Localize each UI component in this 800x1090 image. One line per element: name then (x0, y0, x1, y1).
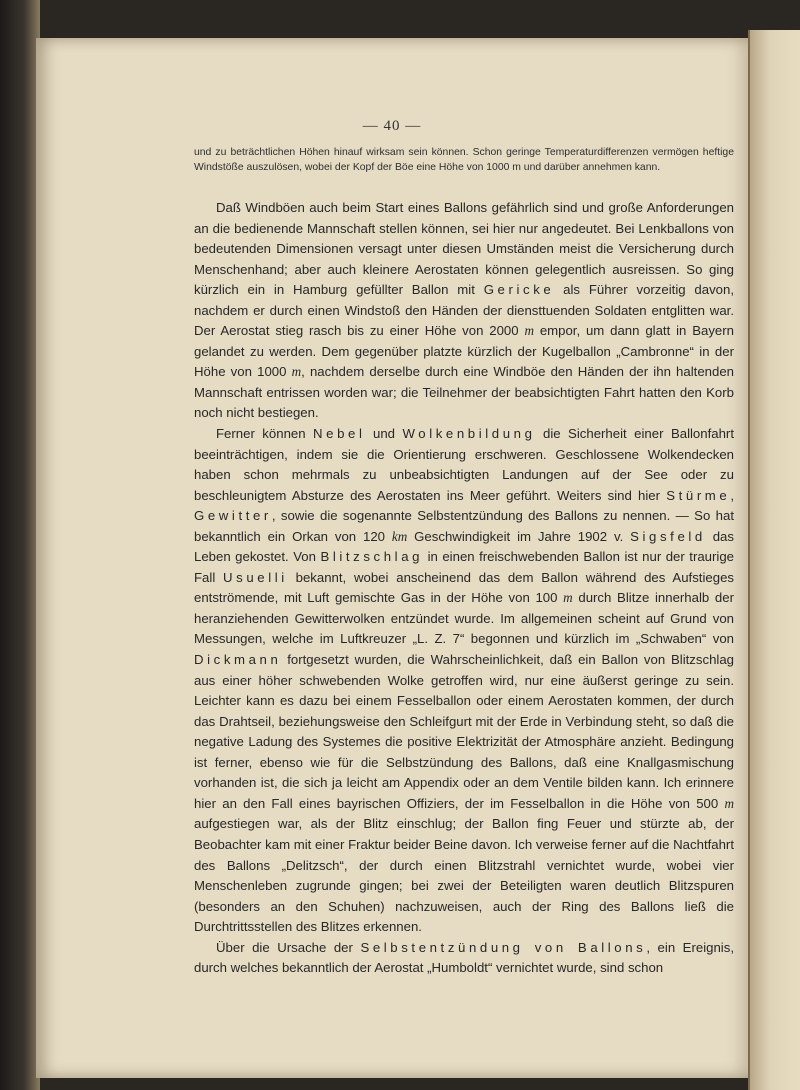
paragraph-3: Über die Ursache der Selbstentzündung von Ballons, ein Ereignis, durch welches bekanntlich der Aerostat „Humboldt“ vernichtet wurde, sind schon (194, 939, 734, 976)
adjacent-page-edge (748, 30, 800, 1090)
name-usuelli: Usuelli (223, 569, 288, 585)
book-page (36, 38, 748, 1078)
term-gewitter: Gewitter (194, 508, 272, 524)
name-dickmann: Dickmann (194, 652, 282, 668)
footnote: und zu beträchtlichen Höhen hinauf wirksam sein können. Schon geringe Temperaturdifferenzen vermögen heftige Windstöße auszulösen, wobei der Kopf der Böe eine Höhe von 1000 m und darüber annehmen kann. (194, 147, 734, 173)
page-number: — 40 — (362, 118, 422, 134)
term-wolkenbildung: Wolkenbildung (402, 426, 536, 442)
book-spine (0, 0, 40, 1090)
name-sigsfeld: Sigsfeld (630, 528, 706, 544)
body-text (194, 198, 734, 979)
paragraph-2: Ferner können Nebel und Wolkenbildung die Sicherheit einer Ballonfahrt beeinträchtigen, indem sie die Orientierung erschweren. Geschlossene Wolkendecken haben schon mehrmals zu unbeabsichtigten Landungen auf der See oder zu beschleunigtem Absturze des Aerostaten ins Meer geführt. Weiters sind hier Stürme, Gewitter, sowie die sogenannte Selbstentzündung des Ballons zu nennen. — So hat bekanntlich ein Orkan von 120 km Geschwindigkeit im Jahre 1902 v. Sigsfeld das Leben gekostet. Von Blitzschlag in einen freischwebenden Ballon ist nur der traurige Fall Usuelli bekannt, wobei anscheinend das dem Ballon während des Aufstieges entströmende, mit Luft gemischte Gas in der Höhe von 100 m durch Blitze innerhalb der heranziehenden Gewitterwolken entzündet wurde. Im allgemeinen scheint auf Grund von Messungen, welche im Luftkreuzer „L. Z. 7“ begonnen und kürzlich im „Schwaben“ von Dickmann fortgesetzt wurden, die Wahrscheinlichkeit, daß ein Ballon von Blitzschlag aus einer höher schwebenden Wolke getroffen wird, nur eine äußerst geringe zu sein. Leichter kann es dazu bei einem Fesselballon oder einem Aerostaten kommen, der durch das Drahtseil, beziehungsweise den Schleifgurt mit der Erde in Verbindung steht, so daß die negative Ladung des Systemes die positive Elektrizität der Atmosphäre anzieht. Bedingung ist ferner, ebenso wie für die Selbstzündung des Ballons, daß eine Knallgasmischung vorhanden ist, die sich ja leicht am Appendix oder an dem Ventile bilden kann. Ich erinnere hier an den Fall eines bayrischen Offiziers, der im Fesselballon in die Höhe von 500 m aufgestiegen war, als der Blitz einschlug; der Ballon fing Feuer und stürzte ab, der Beobachter kam mit einer Fraktur beider Beine davon. Ich verweise ferner auf die Nachtfahrt des Ballons „Delitzsch“, der durch einen Blitzstrahl vernichtet wurde, wobei vier Menschenleben zugrunde gingen; bei zwei der Beteiligten waren deutlich Blitzspuren (besonders an den Schuhen) nachzuweisen, auch der Ring des Ballons ließ die Durchtrittsstellen des Blitzes erkennen. (194, 426, 734, 935)
term-blitzschlag: Blitzschlag (320, 549, 424, 565)
term-selbstentzuendung: Selbstentzündung von Ballons (360, 939, 647, 955)
term-nebel: Nebel (313, 426, 366, 442)
paragraph-1: Daß Windböen auch beim Start eines Ballons gefährlich sind und große Anforderungen an die bedienende Mannschaft stellen können, sei hier nur angedeutet. Bei Lenkballons von bedeutenden Dimensionen versagt unter diesen Umständen meist die Versicherung durch Menschenhand; aber auch kleinere Aerostaten können gelegentlich ausreissen. So ging kürzlich ein in Hamburg gefüllter Ballon mit Gericke als Führer vorzeitig davon, nachdem er durch einen Windstoß den Händen der diensttuenden Soldaten entglitten war. Der Aerostat stieg rasch bis zu einer Höhe von 2000 m empor, um dann glatt in Bayern gelandet zu werden. Dem gegenüber platzte kürzlich der Kugelballon „Cambronne“ in der Höhe von 1000 m, nachdem derselbe durch eine Windböe den Händen der ihn haltenden Mannschaft entrissen worden war; die Teilnehmer der beabsichtigten Fahrt hatten den Korb noch nicht bestiegen. (194, 200, 734, 421)
name-gericke: Gericke (483, 282, 555, 298)
term-stuerme: Stürme (666, 487, 731, 503)
